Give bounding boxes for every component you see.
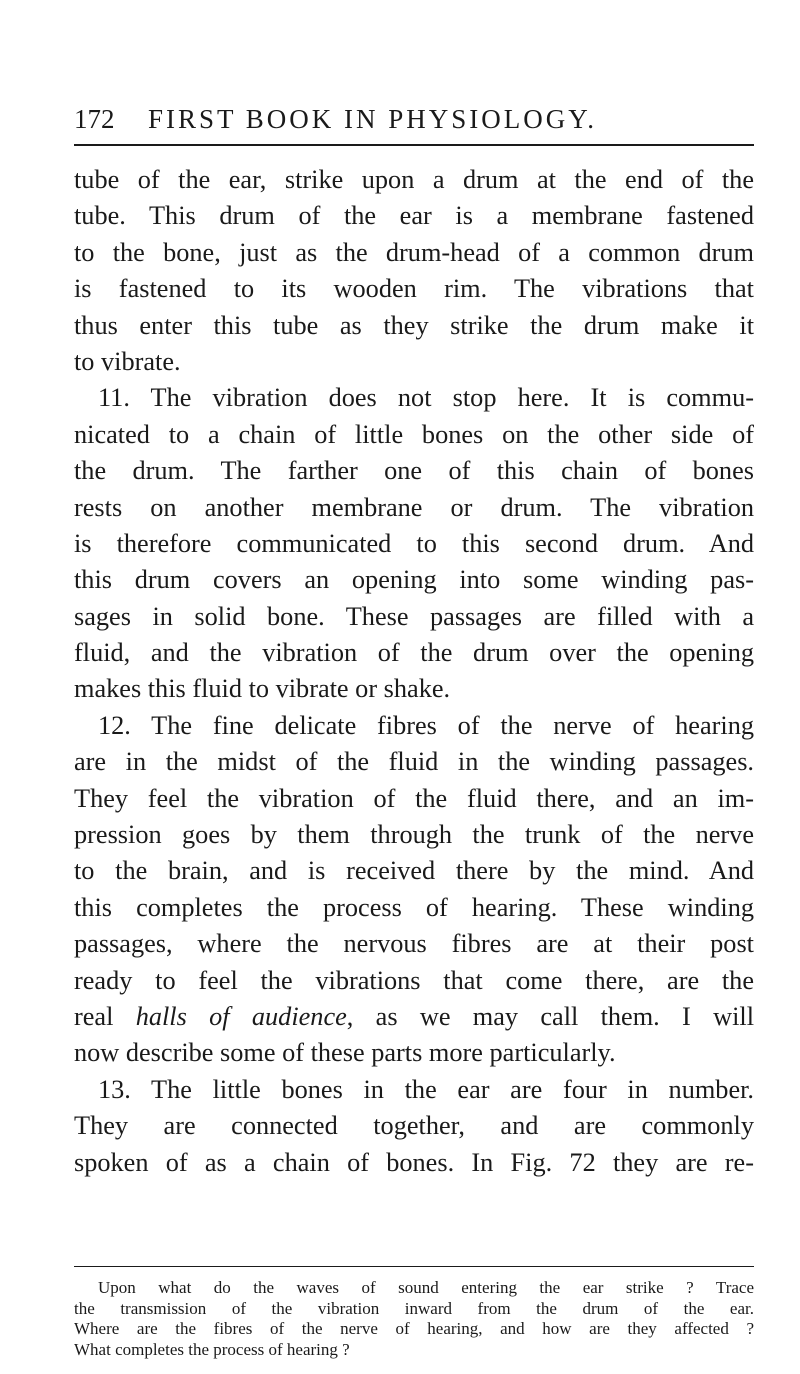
text-line: the drum. The farther one of this chain of bones xyxy=(74,456,754,486)
review-questions xyxy=(74,1278,754,1360)
paragraph-12-start: 12. The fine delicate fibres of the nerve of hearing xyxy=(98,710,754,740)
text-line: is fastened to its wooden rim. The vibrations that xyxy=(74,274,754,304)
text-line: spoken of as a chain of bones. In Fig. 72 they are re- xyxy=(74,1147,754,1177)
text-line: to the bone, just as the drum-head of a common drum xyxy=(74,237,754,267)
text-line: They feel the vibration of the fluid there, and an im- xyxy=(74,783,754,813)
page-number: 172 xyxy=(74,104,115,134)
line-segment: , as we may call them. I will xyxy=(346,1001,754,1031)
line-segment: real xyxy=(74,1001,136,1031)
question-line: Upon what do the waves of sound entering the ear strike ? Trace xyxy=(98,1278,754,1297)
running-title: FIRST BOOK IN PHYSIOLOGY. xyxy=(148,104,598,134)
text-line: tube of the ear, strike upon a drum at the end of the xyxy=(74,165,754,194)
text-line: passages, where the nervous fibres are at their post xyxy=(74,929,754,959)
text-line: now describe some of these parts more particularly. xyxy=(74,1038,616,1068)
text-line: are in the midst of the fluid in the winding passages. xyxy=(74,747,754,777)
question-line: What completes the process of hearing ? xyxy=(74,1339,350,1359)
italic-phrase: halls of audience xyxy=(135,1001,347,1031)
text-line: this drum covers an opening into some winding pas- xyxy=(74,565,754,595)
text-line: is therefore communicated to this second drum. And xyxy=(74,528,754,558)
text-line: pression goes by them through the trunk of the nerve xyxy=(74,820,754,850)
question-line: the transmission of the vibration inward from the drum of the ear. xyxy=(74,1298,754,1318)
text-line: fluid, and the vibration of the drum over the opening xyxy=(74,638,754,668)
header-rule xyxy=(74,144,754,146)
paragraph-13-start: 13. The little bones in the ear are four in number. xyxy=(98,1074,754,1104)
text-line: this completes the process of hearing. These winding xyxy=(74,892,754,922)
text-line: ready to feel the vibrations that come there, are the xyxy=(74,965,754,995)
text-line: rests on another membrane or drum. The vibration xyxy=(74,492,754,522)
paragraph-11-start: 11. The vibration does not stop here. It is commu- xyxy=(98,383,754,413)
footnote-rule xyxy=(74,1266,754,1267)
text-line: tube. This drum of the ear is a membrane fastened xyxy=(74,201,754,231)
text-line-with-italic xyxy=(74,999,754,1035)
running-header xyxy=(74,104,754,144)
text-line: thus enter this tube as they strike the drum make it xyxy=(74,310,754,340)
body-text xyxy=(74,162,754,1181)
text-line: to the brain, and is received there by the mind. And xyxy=(74,856,754,886)
text-line: sages in solid bone. These passages are filled with a xyxy=(74,601,754,631)
text-line: to vibrate. xyxy=(74,346,181,376)
question-line: Where are the fibres of the nerve of hearing, and how are they affected ? xyxy=(74,1319,754,1338)
text-line: They are connected together, and are commonly xyxy=(74,1111,754,1141)
text-line: nicated to a chain of little bones on the other side of xyxy=(74,419,754,449)
text-line: makes this fluid to vibrate or shake. xyxy=(74,674,451,704)
